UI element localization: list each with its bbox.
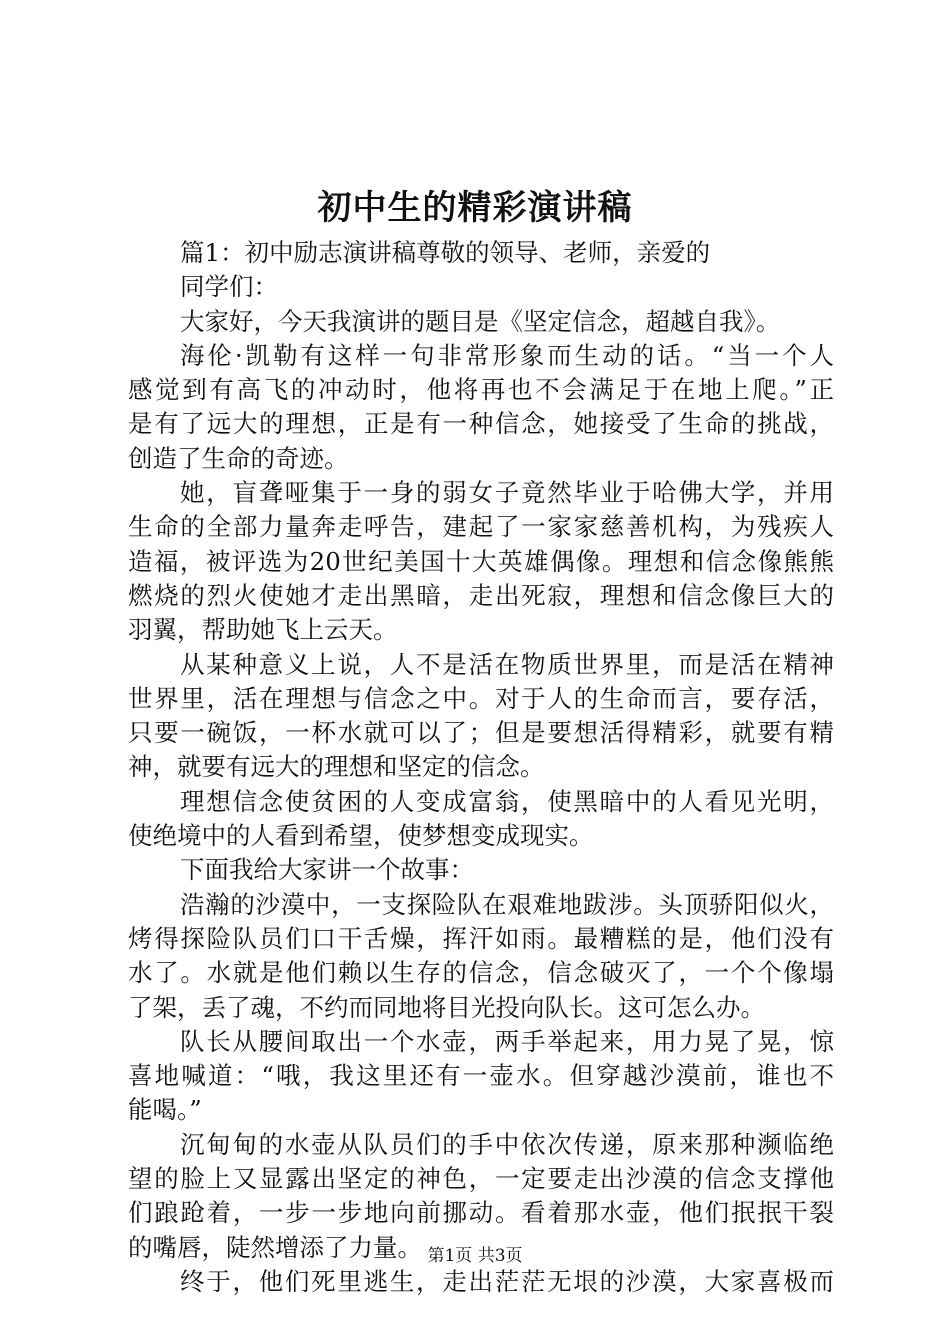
text-line: 神，就要有远大的理想和坚定的信念。: [128, 752, 545, 782]
document-title: 初中生的精彩演讲稿: [317, 188, 633, 228]
document-body: [128, 236, 834, 1299]
text-line: 羽翼，帮助她飞上云天。: [128, 615, 398, 645]
text-line: 下面我给大家讲一个故事：: [180, 855, 474, 885]
text-line: 能喝。”: [128, 1095, 202, 1125]
text-line: 沉甸甸的水壶从队员们的手中依次传递，原来那种濒临绝: [180, 1129, 834, 1159]
text-line: 了架，丢了魂，不约而同地将目光投向队长。这可怎么办。: [128, 992, 765, 1022]
text-line: 同学们：: [180, 272, 278, 302]
text-line: 烤得探险队员们口干舌燥，挥汗如雨。最糟糕的是，他们没有: [128, 923, 834, 953]
text-line: 的嘴唇，陡然增添了力量。: [128, 1232, 422, 1262]
page-footer: 第1页 共3页: [427, 1246, 523, 1266]
text-line: 使绝境中的人看到希望，使梦想变成现实。: [128, 821, 594, 851]
text-line: 望的脸上又显露出坚定的神色，一定要走出沙漠的信念支撑他: [128, 1164, 834, 1194]
text-line: 喜地喊道：“哦，我这里还有一壶水。但穿越沙漠前，谁也不: [128, 1061, 834, 1091]
text-line: 生命的全部力量奔走呼告，建起了一家家慈善机构，为残疾人: [128, 512, 834, 542]
text-line: 大家好，今天我演讲的题目是《坚定信念，超越自我》。: [180, 306, 781, 336]
text-line: 创造了生命的奇迹。: [128, 443, 349, 473]
text-line: 是有了远大的理想，正是有一种信念，她接受了生命的挑战，: [128, 409, 834, 439]
text-line: 只要一碗饭，一杯水就可以了；但是要想活得精彩，就要有精: [128, 718, 834, 748]
text-line: 浩瀚的沙漠中，一支探险队在艰难地跋涉。头顶骄阳似火，: [180, 889, 834, 919]
text-line: 海伦·凯勒有这样一句非常形象而生动的话。“当一个人: [180, 340, 834, 370]
text-line: 理想信念使贫困的人变成富翁，使黑暗中的人看见光明，: [180, 786, 834, 816]
text-line: 燃烧的烈火使她才走出黑暗，走出死寂，理想和信念像巨大的: [128, 580, 834, 610]
text-line: 水了。水就是他们赖以生存的信念，信念破灭了，一个个像塌: [128, 958, 834, 988]
text-line: 终于，他们死里逃生，走出茫茫无垠的沙漠，大家喜极而: [180, 1266, 834, 1296]
text-line: 造福，被评选为20世纪美国十大英雄偶像。理想和信念像熊熊: [128, 546, 834, 576]
text-line: 篇1：初中励志演讲稿尊敬的领导、老师，亲爱的: [180, 238, 711, 267]
text-line: 们踉跄着，一步一步地向前挪动。看着那水壶，他们抿抿干裂: [128, 1198, 834, 1228]
text-line: 世界里，活在理想与信念之中。对于人的生命而言，要存活，: [128, 683, 834, 713]
text-line: 感觉到有高飞的冲动时，他将再也不会满足于在地上爬。”正: [128, 375, 834, 405]
text-line: 从某种意义上说，人不是活在物质世界里，而是活在精神: [180, 649, 834, 679]
text-line: 她，盲聋哑集于一身的弱女子竟然毕业于哈佛大学，并用: [180, 478, 834, 508]
text-line: 队长从腰间取出一个水壶，两手举起来，用力晃了晃，惊: [180, 1026, 834, 1056]
